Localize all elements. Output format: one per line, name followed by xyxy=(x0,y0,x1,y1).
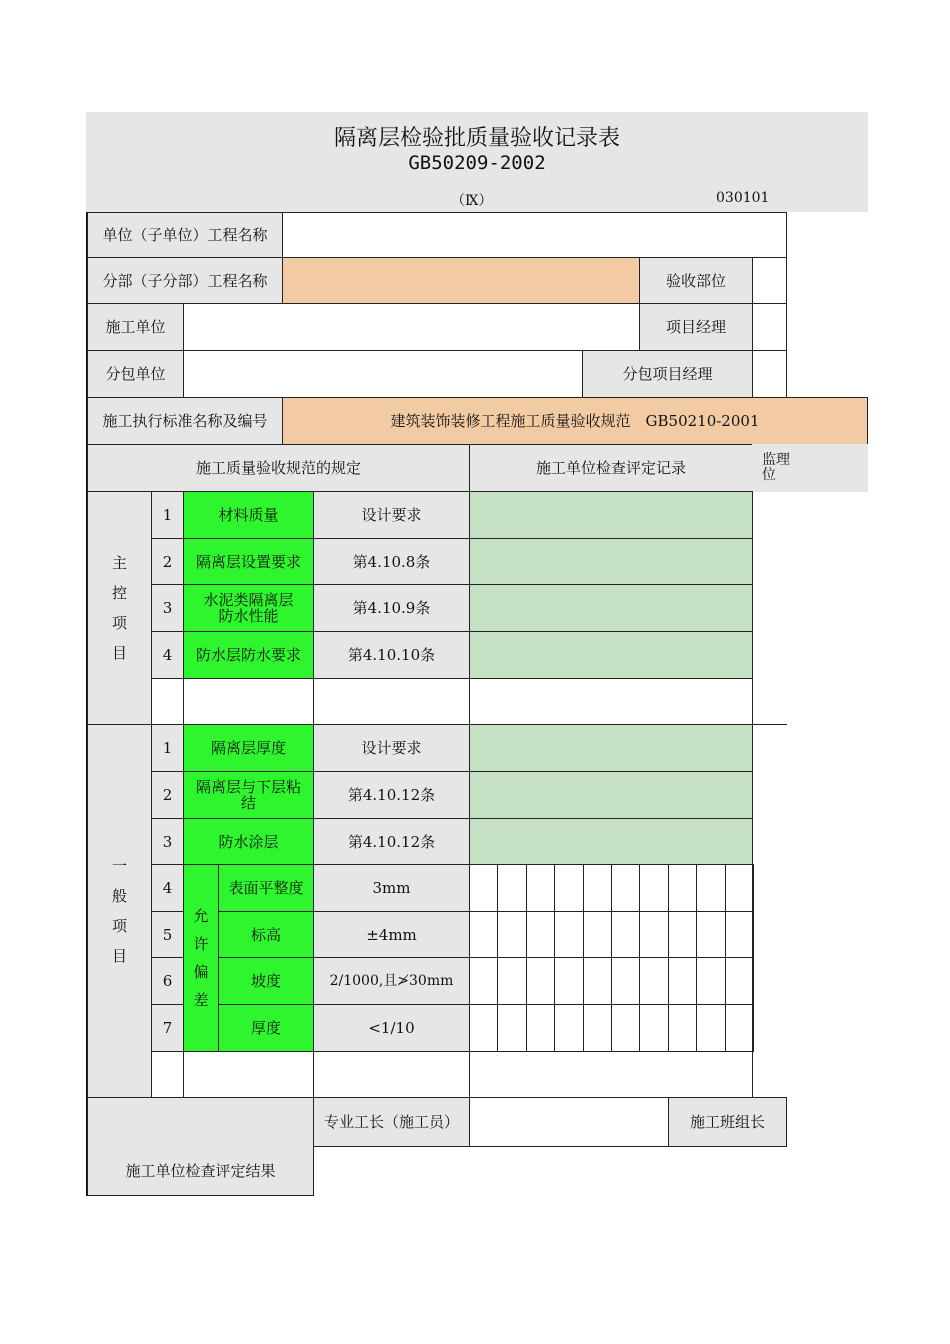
item-requirement: 第4.10.8条 xyxy=(313,538,470,585)
form-section: （Ⅸ） xyxy=(451,193,493,209)
row-number: 3 xyxy=(151,818,184,865)
item-requirement: ±4mm xyxy=(313,911,470,958)
supervisor-header-line1: 监理 xyxy=(762,452,790,468)
supervisor-divider xyxy=(752,724,753,1098)
form-code: 030101 xyxy=(716,190,770,206)
measurement-cell[interactable] xyxy=(526,864,555,912)
construction-unit-label: 施工单位 xyxy=(87,303,184,351)
item-requirement: 第4.10.9条 xyxy=(313,584,470,632)
supervisor-divider xyxy=(752,491,753,725)
acceptance-part-value[interactable] xyxy=(752,257,787,304)
measurement-cell[interactable] xyxy=(469,911,498,958)
measurement-cell[interactable] xyxy=(639,1004,668,1052)
item-requirement: 3mm xyxy=(313,864,470,912)
measurement-cell[interactable] xyxy=(696,911,725,958)
measurement-cell[interactable] xyxy=(469,957,498,1005)
main-label-char: 目 xyxy=(111,644,127,662)
item-name: 表面平整度 xyxy=(218,864,314,912)
empty-cell xyxy=(183,1051,314,1098)
measurement-cell[interactable] xyxy=(497,957,526,1005)
general-label-char: 一 xyxy=(111,857,127,875)
form-header xyxy=(86,112,868,212)
measurement-cell[interactable] xyxy=(668,1004,697,1052)
record-cell[interactable] xyxy=(469,584,753,632)
item-name: 标高 xyxy=(218,911,314,958)
measurement-cell[interactable] xyxy=(526,911,555,958)
measurement-cell[interactable] xyxy=(696,1004,725,1052)
supervisor-divider xyxy=(752,724,787,725)
general-item-label xyxy=(87,724,152,1098)
row-number: 1 xyxy=(151,491,184,539)
measurement-cell[interactable] xyxy=(526,1004,555,1052)
unit-project-label: 单位（子单位）工程名称 xyxy=(87,212,283,258)
measurement-cell[interactable] xyxy=(668,911,697,958)
item-requirement: 第4.10.12条 xyxy=(313,771,470,819)
supervisor-header-line2: 位 xyxy=(762,467,776,483)
row-number: 7 xyxy=(151,1004,184,1052)
empty-cell xyxy=(313,1051,470,1098)
team-leader-label: 施工班组长 xyxy=(668,1097,787,1147)
measurement-cell[interactable] xyxy=(469,864,498,912)
item-name: 防水层防水要求 xyxy=(183,631,314,679)
main-label-char: 主 xyxy=(111,554,127,572)
measurement-cell[interactable] xyxy=(554,911,583,958)
form-standard-code: GB50209-2002 xyxy=(408,152,546,174)
sub-pm-value[interactable] xyxy=(752,350,787,398)
item-name: 隔离层设置要求 xyxy=(183,538,314,585)
measurement-cell[interactable] xyxy=(583,1004,612,1052)
empty-cell[interactable] xyxy=(469,1051,753,1098)
general-label-char: 目 xyxy=(111,947,127,965)
main-control-label xyxy=(87,491,152,725)
row-number: 3 xyxy=(151,584,184,632)
measurement-cell[interactable] xyxy=(497,1004,526,1052)
item-requirement: 设计要求 xyxy=(313,491,470,539)
project-manager-value[interactable] xyxy=(752,303,787,351)
construction-unit-value[interactable] xyxy=(183,303,640,351)
measurement-cell[interactable] xyxy=(696,957,725,1005)
deviation-char: 许 xyxy=(193,935,209,953)
measurement-cell[interactable] xyxy=(611,911,640,958)
deviation-char: 差 xyxy=(193,991,209,1009)
row-number: 5 xyxy=(151,911,184,958)
record-cell[interactable] xyxy=(469,631,753,679)
measurement-cell[interactable] xyxy=(526,957,555,1005)
measurement-cell[interactable] xyxy=(583,911,612,958)
measurement-cell[interactable] xyxy=(497,864,526,912)
sub-project-value[interactable] xyxy=(282,257,640,304)
row-number: 6 xyxy=(151,957,184,1005)
item-name: 隔离层厚度 xyxy=(183,724,314,772)
empty-cell xyxy=(151,1051,184,1098)
empty-cell xyxy=(151,678,184,725)
measurement-cell[interactable] xyxy=(696,864,725,912)
record-cell[interactable] xyxy=(469,771,753,819)
item-name: 厚度 xyxy=(218,1004,314,1052)
subcontractor-value[interactable] xyxy=(183,350,583,398)
measurement-cell[interactable] xyxy=(725,1004,754,1052)
empty-cell[interactable] xyxy=(469,678,753,725)
standard-value: 建筑装饰装修工程施工质量验收规范 GB50210-2001 xyxy=(282,397,868,445)
measurement-cell[interactable] xyxy=(583,957,612,1005)
foreman-label: 专业工长（施工员） xyxy=(313,1097,470,1147)
row-number: 4 xyxy=(151,864,184,912)
main-label-char: 控 xyxy=(111,584,127,602)
row-number: 4 xyxy=(151,631,184,679)
measurement-cell[interactable] xyxy=(583,864,612,912)
result-label: 施工单位检查评定结果 xyxy=(87,1097,314,1196)
supervisor-column-header xyxy=(752,444,868,492)
main-label-char: 项 xyxy=(111,614,127,632)
record-cell[interactable] xyxy=(469,724,753,772)
measurement-cell[interactable] xyxy=(725,957,754,1005)
measurement-cell[interactable] xyxy=(639,864,668,912)
item-requirement: 第4.10.12条 xyxy=(313,818,470,865)
subcontractor-label: 分包单位 xyxy=(87,350,184,398)
row-number: 2 xyxy=(151,538,184,585)
form-title: 隔离层检验批质量验收记录表 xyxy=(333,126,620,151)
item-name: 坡度 xyxy=(218,957,314,1005)
measurement-cell[interactable] xyxy=(611,1004,640,1052)
deviation-label xyxy=(183,864,219,1052)
record-cell[interactable] xyxy=(469,818,753,865)
record-cell[interactable] xyxy=(469,538,753,585)
measurement-cell[interactable] xyxy=(611,864,640,912)
result-value[interactable] xyxy=(314,1147,787,1196)
empty-cell xyxy=(183,678,314,725)
measurement-cell[interactable] xyxy=(725,864,754,912)
measurement-cell[interactable] xyxy=(554,957,583,1005)
sub-project-label: 分部（子分部）工程名称 xyxy=(87,257,283,304)
unit-project-value[interactable] xyxy=(282,212,787,258)
item-name: 水泥类隔离层防水性能 xyxy=(183,584,314,632)
empty-cell xyxy=(313,678,470,725)
record-column-header: 施工单位检查评定记录 xyxy=(469,444,753,492)
general-label-char: 般 xyxy=(111,887,127,905)
sub-pm-label: 分包项目经理 xyxy=(582,350,753,398)
item-requirement: <1/10 xyxy=(313,1004,470,1052)
item-name: 材料质量 xyxy=(183,491,314,539)
standard-label: 施工执行标准名称及编号 xyxy=(87,397,283,445)
item-name: 防水涂层 xyxy=(183,818,314,865)
measurement-cell[interactable] xyxy=(725,911,754,958)
measurement-cell[interactable] xyxy=(554,864,583,912)
row-number: 2 xyxy=(151,771,184,819)
item-requirement: 2/1000,且≯30mm xyxy=(313,957,470,1005)
measurement-cell[interactable] xyxy=(497,911,526,958)
measurement-cell[interactable] xyxy=(639,911,668,958)
measurement-cell[interactable] xyxy=(639,957,668,1005)
general-label-char: 项 xyxy=(111,917,127,935)
measurement-cell[interactable] xyxy=(668,957,697,1005)
spec-column-header: 施工质量验收规范的规定 xyxy=(87,444,470,492)
acceptance-part-label: 验收部位 xyxy=(639,257,753,304)
item-requirement: 设计要求 xyxy=(313,724,470,772)
record-cell[interactable] xyxy=(469,491,753,539)
measurement-cell[interactable] xyxy=(469,1004,498,1052)
measurement-cell[interactable] xyxy=(611,957,640,1005)
project-manager-label: 项目经理 xyxy=(639,303,753,351)
item-requirement: 第4.10.10条 xyxy=(313,631,470,679)
foreman-value[interactable] xyxy=(469,1097,669,1147)
measurement-cell[interactable] xyxy=(668,864,697,912)
measurement-cell[interactable] xyxy=(554,1004,583,1052)
row-number: 1 xyxy=(151,724,184,772)
deviation-char: 允 xyxy=(193,907,209,925)
deviation-char: 偏 xyxy=(193,963,209,981)
item-name: 隔离层与下层粘结 xyxy=(183,771,314,819)
